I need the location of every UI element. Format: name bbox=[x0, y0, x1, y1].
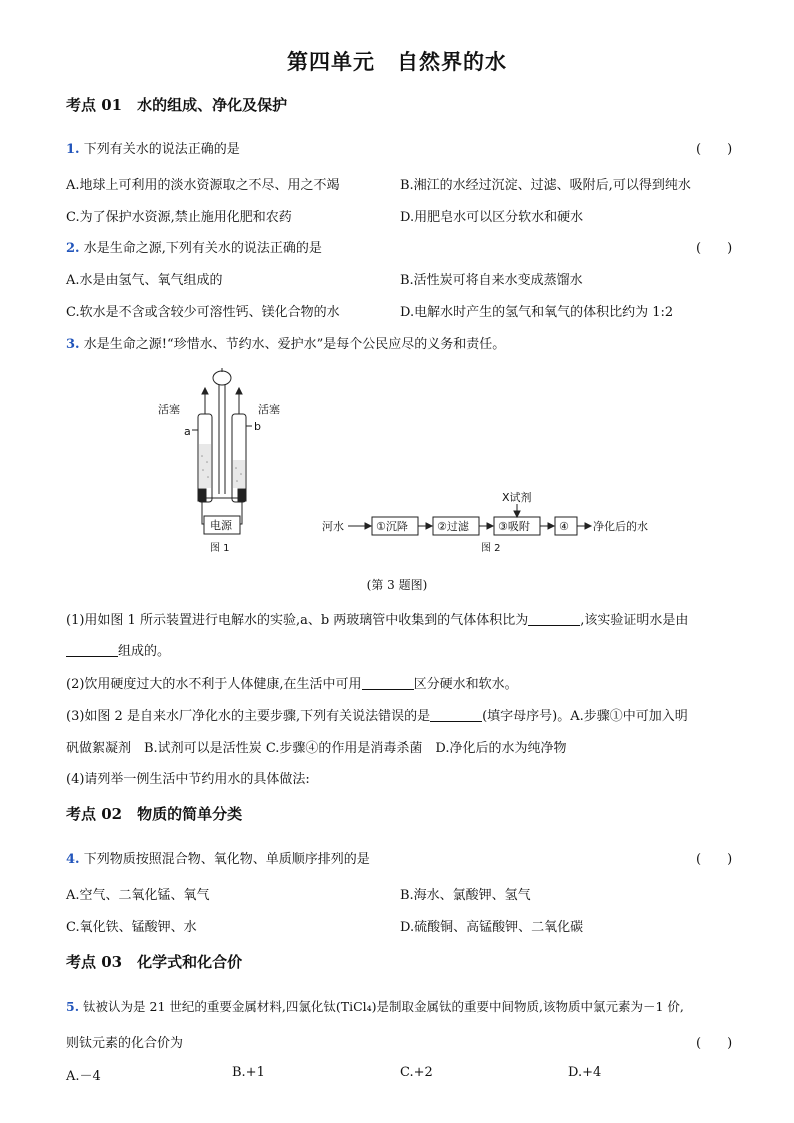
question-5-stem-cont: 则钛元素的化合价为 bbox=[66, 1036, 184, 1051]
q3-part-1-text: ,该实验证明水是由 bbox=[580, 613, 689, 628]
question-3-stem bbox=[66, 333, 505, 352]
q5-option-c: C.+2 bbox=[400, 1065, 433, 1080]
answer-blank bbox=[528, 613, 580, 626]
q2-option-a: A.水是由氢气、氧气组成的 bbox=[66, 273, 223, 288]
flow-start-label: 河水 bbox=[322, 520, 344, 533]
answer-paren: ( ) bbox=[696, 852, 733, 867]
q2-option-d: D.电解水时产生的氢气和氧气的体积比约为 1:2 bbox=[400, 305, 674, 320]
question-number: 4. bbox=[66, 852, 80, 867]
section-heading-2: 考点 02 物质的简单分类 bbox=[66, 805, 243, 823]
answer-blank bbox=[430, 709, 482, 722]
flow-step-4: ④ bbox=[559, 520, 569, 533]
q3-part-1-text: (1)用如图 1 所示装置进行电解水的实验,a、b 两玻璃管中收集到的气体体积比为 bbox=[66, 613, 529, 628]
q3-part-2-text: 区分硬水和软水。 bbox=[413, 677, 518, 692]
valve-left-label: 活塞 bbox=[158, 403, 180, 416]
q1-option-d: D.用肥皂水可以区分软水和硬水 bbox=[400, 210, 584, 225]
q3-part-2-text: (2)饮用硬度过大的水不利于人体健康,在生活中可用 bbox=[66, 677, 362, 692]
flow-step-2: ②过滤 bbox=[437, 520, 469, 533]
question-number: 5. bbox=[66, 999, 80, 1014]
question-3-figure bbox=[150, 364, 670, 564]
question-4-stem bbox=[66, 848, 370, 867]
answer-paren: ( ) bbox=[696, 1036, 733, 1051]
question-text: 下列有关水的说法正确的是 bbox=[83, 142, 240, 157]
power-source-label: 电源 bbox=[210, 519, 232, 532]
question-number: 2. bbox=[66, 241, 80, 256]
flow-step-3: ③吸附 bbox=[498, 520, 530, 533]
section-heading-1: 考点 01 水的组成、净化及保护 bbox=[66, 96, 288, 114]
q3-part-2 bbox=[66, 673, 518, 692]
q3-part-3-text: (3)如图 2 是自来水厂净化水的主要步骤,下列有关说法错误的是 bbox=[66, 709, 431, 724]
q1-option-a: A.地球上可利用的淡水资源取之不尽、用之不竭 bbox=[66, 178, 340, 193]
q5-option-b: B.+1 bbox=[232, 1065, 265, 1080]
section-heading-3: 考点 03 化学式和化合价 bbox=[66, 953, 243, 971]
question-2-stem bbox=[66, 237, 322, 256]
q2-option-b: B.活性炭可将自来水变成蒸馏水 bbox=[400, 273, 583, 288]
q2-option-c: C.软水是不含或含较少可溶性钙、镁化合物的水 bbox=[66, 305, 340, 320]
page-title: 第四单元 自然界的水 bbox=[287, 49, 507, 74]
question-1-stem bbox=[66, 138, 240, 157]
q4-option-b: B.海水、氯酸钾、氢气 bbox=[400, 888, 531, 903]
q3-part-3 bbox=[66, 705, 688, 724]
q1-option-b: B.湘江的水经过沉淀、过滤、吸附后,可以得到纯水 bbox=[400, 178, 691, 193]
figure-1-caption: 图 1 bbox=[210, 543, 230, 554]
q3-part-1 bbox=[66, 609, 688, 628]
answer-paren: ( ) bbox=[696, 142, 733, 157]
question-text: 水是生命之源,下列有关水的说法正确的是 bbox=[83, 241, 322, 256]
q3-part-4: (4)请列举一例生活中节约用水的具体做法: bbox=[66, 772, 310, 787]
question-number: 1. bbox=[66, 142, 80, 157]
q3-part-1-text: 组成的。 bbox=[118, 644, 171, 659]
q4-option-c: C.氧化铁、锰酸钾、水 bbox=[66, 920, 197, 935]
q3-part-3-cont: 矾做絮凝剂 B.试剂可以是活性炭 C.步骤④的作用是消毒杀菌 D.净化后的水为纯净物 bbox=[66, 741, 567, 756]
question-5-stem bbox=[66, 997, 684, 1015]
q1-option-c: C.为了保护水资源,禁止施用化肥和农药 bbox=[66, 210, 292, 225]
question-text: 下列物质按照混合物、氧化物、单质顺序排列的是 bbox=[83, 852, 370, 867]
q4-option-d: D.硫酸铜、高锰酸钾、二氧化碳 bbox=[400, 920, 584, 935]
flow-end-label: 净化后的水 bbox=[593, 520, 648, 533]
answer-blank bbox=[66, 644, 118, 657]
tube-b-label: b bbox=[254, 420, 261, 433]
q5-option-d: D.+4 bbox=[568, 1065, 602, 1080]
answer-paren: ( ) bbox=[696, 241, 733, 256]
figure-2-caption: 图 2 bbox=[481, 543, 501, 554]
answer-blank bbox=[362, 677, 414, 690]
electrolysis-apparatus bbox=[192, 368, 252, 534]
valve-right-label: 活塞 bbox=[258, 403, 280, 416]
question-text: 水是生命之源!“珍惜水、节约水、爱护水”是每个公民应尽的义务和责任。 bbox=[83, 337, 506, 352]
q4-option-a: A.空气、二氧化锰、氧气 bbox=[66, 888, 210, 903]
tube-a-label: a bbox=[184, 425, 191, 438]
question-text: 钛被认为是 21 世纪的重要金属材料,四氯化钛(TiCl₄)是制取金属钛的重要中间物质,该物质中氯元素为－1 价, bbox=[83, 999, 684, 1014]
q5-option-a: A.－4 bbox=[66, 1069, 101, 1084]
question-number: 3. bbox=[66, 337, 80, 352]
figure-caption: (第 3 题图) bbox=[366, 578, 428, 592]
q3-part-1-cont bbox=[66, 640, 170, 659]
flow-step-1: ①沉降 bbox=[376, 520, 408, 533]
q3-part-3-text: (填字母序号)。A.步骤①中可加入明 bbox=[482, 709, 688, 724]
reagent-x-label: X试剂 bbox=[502, 491, 532, 504]
